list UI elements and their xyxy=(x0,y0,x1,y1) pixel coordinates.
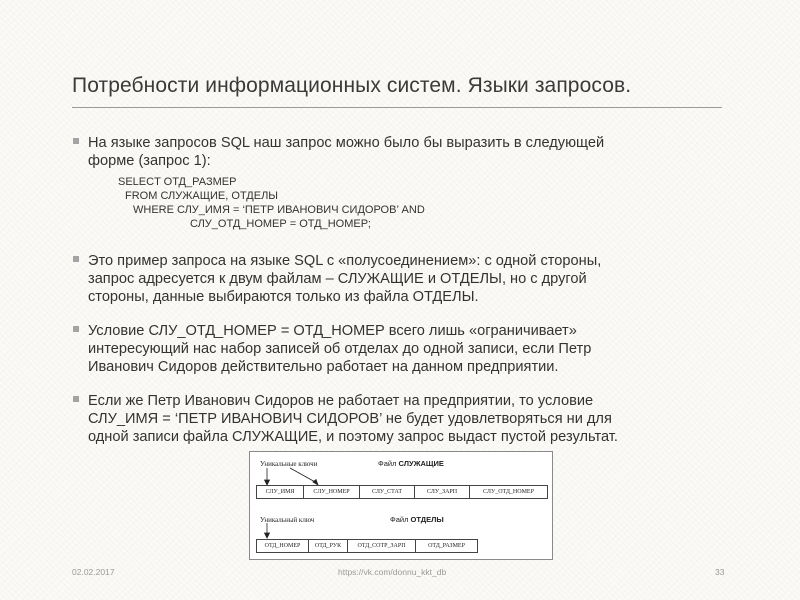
file-title-departments xyxy=(390,515,444,524)
bullet-line: форме (запрос 1): xyxy=(88,153,211,169)
sql-query-block xyxy=(88,176,722,234)
slide-title: Потребности информационных систем. Языки запросов. xyxy=(72,74,632,97)
field-cell: СЛУ_ЗАРП xyxy=(415,486,470,498)
page-number: 33 xyxy=(715,567,725,577)
sql-line-condition: СЛУ_ОТД_НОМЕР = ОТД_НОМЕР; xyxy=(190,218,371,230)
field-cell: ОТД_РАЗМЕР xyxy=(428,543,465,549)
bullet-line: запрос адресуется к двум файлам – СЛУЖАЩИЕ и ОТДЕЛЫ, но с другой xyxy=(88,271,587,287)
bullet-item-sql xyxy=(72,134,722,234)
arrow-down-icon xyxy=(265,468,270,485)
bullet-list xyxy=(72,134,722,446)
file-name-employees: СЛУЖАЩИЕ xyxy=(398,459,444,468)
field-cell: ОТД_РУК xyxy=(309,540,348,552)
unique-key-label: Уникальный ключ xyxy=(260,516,315,524)
bullet-line: стороны, данные выбираются только из файла ОТДЕЛЫ. xyxy=(88,289,479,305)
sql-line-where: WHERE СЛУ_ИМЯ = ‘ПЕТР ИВАНОВИЧ СИДОРОВ’ AND xyxy=(133,204,425,216)
arrow-down-icon xyxy=(290,468,318,485)
bullet-line: одной записи файла СЛУЖАЩИЕ, и поэтому запрос выдаст пустой результат. xyxy=(88,429,618,445)
file-prefix: Файл xyxy=(390,515,409,524)
unique-keys-label: Уникальные ключи xyxy=(260,460,318,468)
arrow-down-icon xyxy=(265,523,270,538)
footer-date: 02.02.2017 xyxy=(72,567,115,577)
square-bullet-icon xyxy=(73,138,79,144)
square-bullet-icon xyxy=(73,396,79,402)
departments-record-layout xyxy=(256,539,478,553)
square-bullet-icon xyxy=(73,256,79,262)
sql-line-from: FROM СЛУЖАЩИЕ, ОТДЕЛЫ xyxy=(125,190,279,202)
bullet-line: СЛУ_ИМЯ = ‘ПЕТР ИВАНОВИЧ СИДОРОВ’ не будет удовлетворяться ни для xyxy=(88,411,612,427)
bullet-item-semijoin xyxy=(72,252,722,306)
bullet-line: Это пример запроса на языке SQL с «полусоединением»: с одной стороны, xyxy=(88,253,602,269)
field-cell: СЛУ_ИМЯ xyxy=(257,486,304,498)
field-cell: СЛУ_ОТД_НОМЕР xyxy=(483,489,534,495)
field-cell: СЛУ_НОМЕР xyxy=(304,486,360,498)
bullet-line: Условие СЛУ_ОТД_НОМЕР = ОТД_НОМЕР всего лишь «ограничивает» xyxy=(88,323,577,339)
field-cell: СЛУ_СТАТ xyxy=(360,486,415,498)
field-cell: ОТД_СОТР_ЗАРП xyxy=(348,540,416,552)
field-cell: ОТД_НОМЕР xyxy=(257,540,309,552)
employees-record-layout xyxy=(256,485,548,499)
file-prefix: Файл xyxy=(378,459,397,468)
file-name-departments: ОТДЕЛЫ xyxy=(410,515,444,524)
file-structure-figure xyxy=(249,451,553,560)
title-divider xyxy=(72,107,722,108)
sql-line-select: SELECT ОТД_РАЗМЕР xyxy=(118,176,237,188)
bullet-line: интересующий нас набор записей об отделах до одной записи, если Петр xyxy=(88,341,592,357)
bullet-line: На языке запросов SQL наш запрос можно было бы выразить в следующей xyxy=(88,135,605,151)
bullet-line: Иванович Сидоров действительно работает на данном предприятии. xyxy=(88,359,559,375)
bullet-item-condition xyxy=(72,322,722,376)
square-bullet-icon xyxy=(73,326,79,332)
bullet-line: Если же Петр Иванович Сидоров не работает на предприятии, то условие xyxy=(88,393,594,409)
bullet-item-empty-result xyxy=(72,392,722,446)
footer-url: https://vk.com/donnu_kkt_db xyxy=(338,567,447,577)
